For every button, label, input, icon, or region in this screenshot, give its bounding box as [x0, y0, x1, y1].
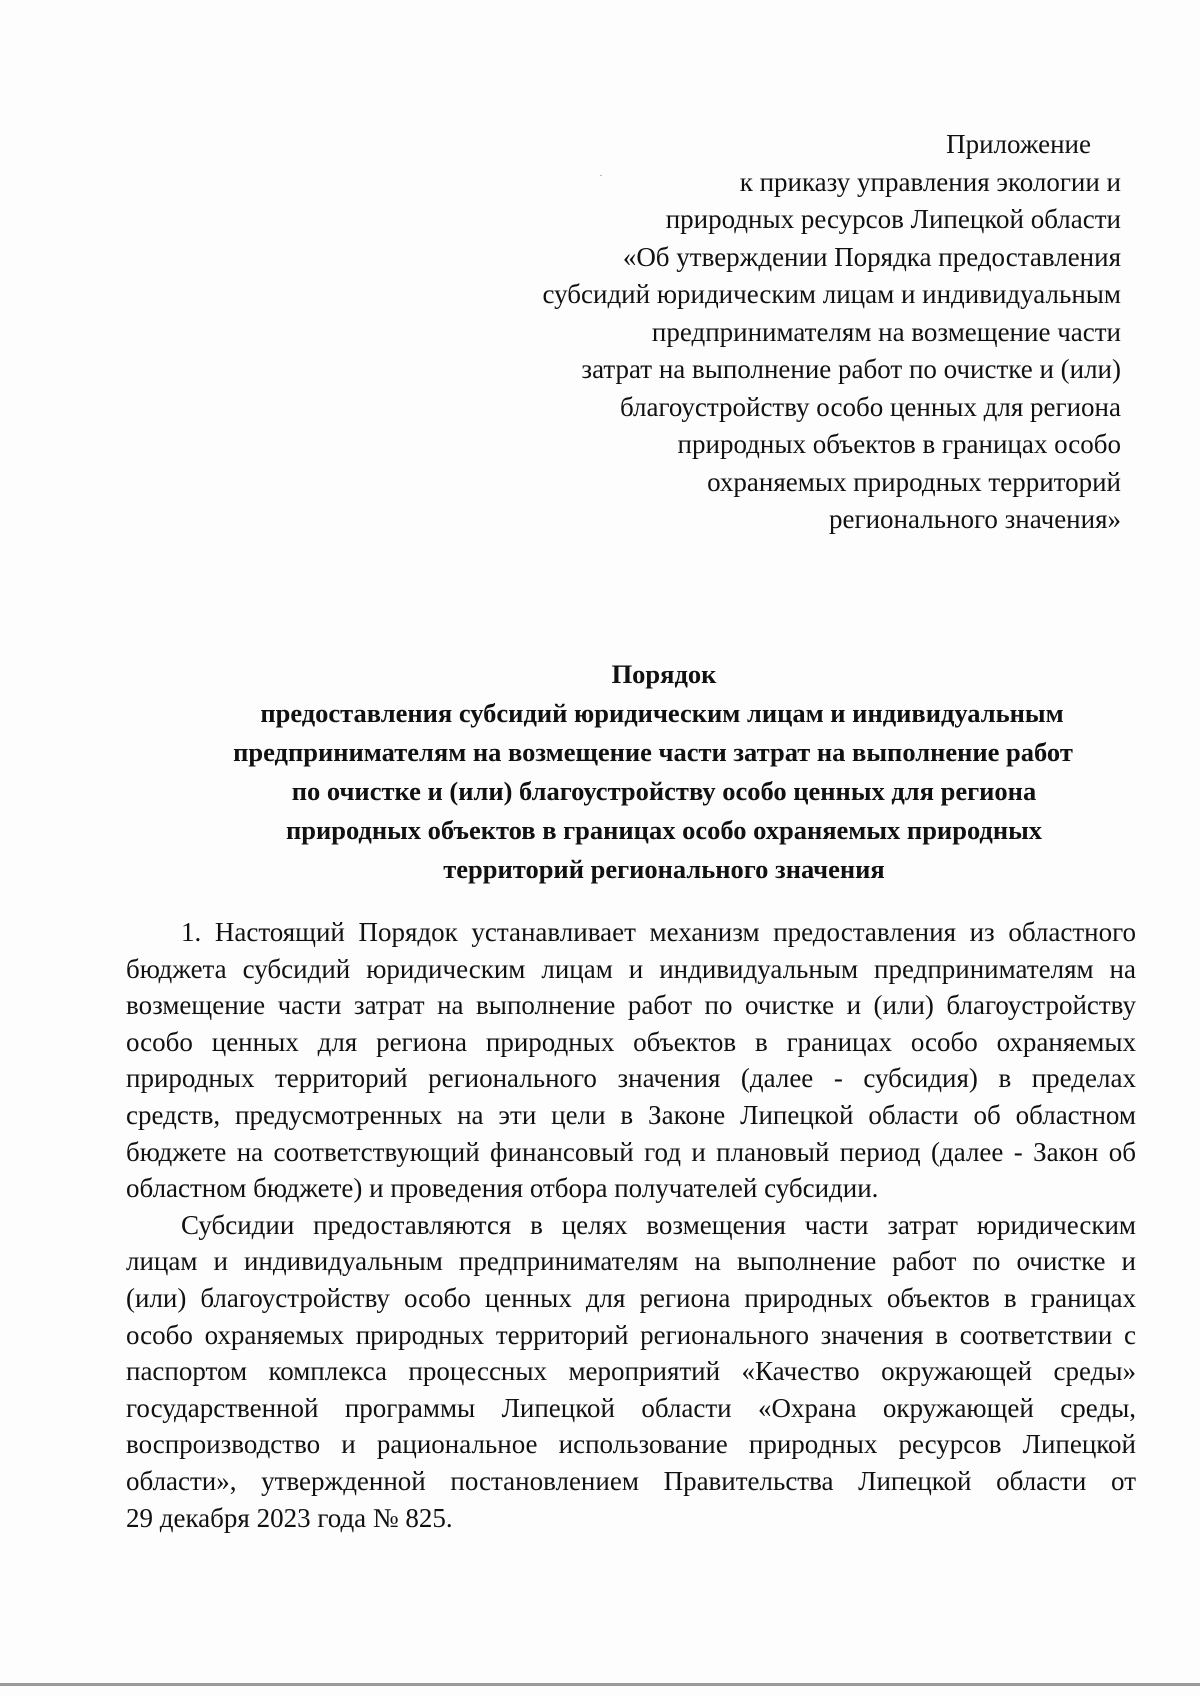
annex-title: Приложение [946, 129, 1091, 159]
page-bottom-edge [0, 1683, 1200, 1686]
text-line: воспроизводство и рациональное использование природных ресурсов Липецкой [126, 1429, 1136, 1460]
title-heading: Порядок [611, 659, 717, 689]
text-line: паспортом комплекса процессных мероприятий «Качество окружающей среды» [126, 1356, 1136, 1387]
annex-line: благоустройству особо ценных для региона [619, 391, 1121, 422]
text-line: 29 декабря 2023 года № 825. [126, 1502, 453, 1533]
title-line: природных объектов в границах особо охраняемых природных [285, 815, 1043, 845]
annex-line: предпринимателям на возмещение части [651, 316, 1121, 347]
text-line: лицам и индивидуальным предпринимателям на выполнение работ по очистке и [126, 1246, 1136, 1277]
text-line: возмещение части затрат на выполнение работ по очистке и (или) благоустройству [126, 990, 1136, 1021]
annex-line: регионального значения» [829, 504, 1121, 534]
text-line: (или) благоустройству особо ценных для региона природных объектов в границах [126, 1282, 1136, 1313]
title-line: предпринимателям на возмещение части затрат на выполнение работ [233, 737, 1073, 767]
paragraph-2 [126, 1207, 1136, 1536]
text-line: средств, предусмотренных на эти цели в Законе Липецкой области об областном [126, 1099, 1136, 1130]
annex-line: охраняемых природных территорий [707, 466, 1121, 497]
title-line: по очистке и (или) благоустройству особо ценных для региона [291, 776, 1037, 806]
text-line: бюджете на соответствующий финансовый год и плановый период (далее - Закон об [126, 1136, 1136, 1167]
text-line: природных территорий регионального значения (далее - субсидия) в пределах [126, 1063, 1136, 1094]
text-line: области», утвержденной постановлением Правительства Липецкой области от [126, 1465, 1136, 1496]
title-line: предоставления субсидий юридическим лицам и индивидуальным [260, 698, 1064, 728]
text-line: 1. Настоящий Порядок устанавливает механизм предоставления из областного [181, 917, 1136, 947]
text-line: Субсидии предоставляются в целях возмещения части затрат юридическим [181, 1209, 1136, 1240]
text-line: государственной программы Липецкой области «Охрана окружающей среды, [126, 1392, 1136, 1423]
text-line: особо охраняемых природных территорий регионального значения в соответствии с [126, 1319, 1136, 1350]
title-line: территорий регионального значения [443, 854, 885, 884]
annex-line: затрат на выполнение работ по очистке и (или) [581, 354, 1121, 384]
annex-line: «Об утверждении Порядка предоставления [622, 241, 1121, 272]
text-line: областном бюджете) и проведения отбора получателей субсидии. [126, 1173, 879, 1204]
annex-line: природных объектов в границах особо [677, 429, 1121, 459]
annex-line: субсидий юридическим лицам и индивидуальным [542, 279, 1121, 309]
paragraph-1 [126, 914, 1136, 1207]
text-line: бюджета субсидий юридическим лицам и индивидуальным предпринимателям на [126, 953, 1136, 984]
document-body [126, 914, 1136, 1536]
annex-line: к приказу управления экологии и [739, 166, 1121, 197]
annex-line: природных ресурсов Липецкой области [665, 204, 1121, 234]
document-title [130, 655, 1190, 889]
text-line: особо ценных для региона природных объектов в границах особо охраняемых [126, 1026, 1136, 1057]
annex-header [481, 126, 1121, 539]
